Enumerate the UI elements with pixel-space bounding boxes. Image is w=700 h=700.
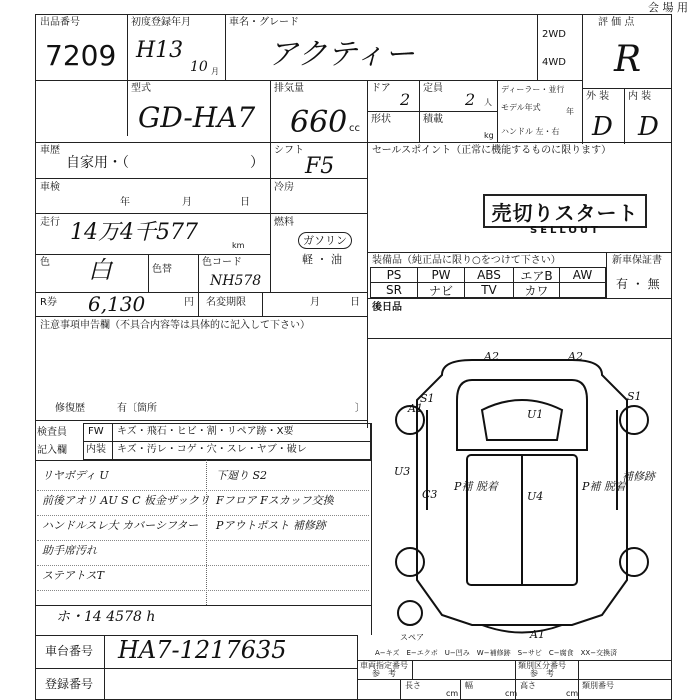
divider bbox=[206, 460, 207, 605]
model-year-unit: 年 bbox=[566, 107, 574, 116]
chassis-number: HA7-1217635 bbox=[118, 636, 287, 664]
divider bbox=[127, 14, 128, 136]
footer-ref-1: 参 考 bbox=[372, 669, 396, 678]
first-reg-year: H13 bbox=[136, 38, 184, 63]
drive-2wd: 2WD bbox=[542, 29, 566, 40]
repair-value: 有〔箇所 bbox=[117, 403, 157, 414]
repair-label: 修復歴 bbox=[55, 403, 85, 414]
footer-type-no: 類別番号 bbox=[582, 681, 614, 690]
lot-label: 出品番号 bbox=[40, 17, 80, 28]
divider bbox=[367, 298, 672, 299]
load-label: 積載 bbox=[423, 114, 443, 125]
divider bbox=[35, 316, 367, 317]
shape-label: 形状 bbox=[371, 114, 391, 125]
divider bbox=[582, 14, 583, 144]
windshield bbox=[482, 400, 562, 440]
recycle-value: 6,130 bbox=[88, 292, 146, 316]
color-value: 白 bbox=[88, 256, 112, 284]
score-label: 評 価 点 bbox=[598, 17, 635, 28]
color-label: 色 bbox=[40, 257, 50, 268]
equip-airbag: エアB bbox=[513, 267, 560, 283]
registration-label: 登録番号 bbox=[45, 677, 94, 691]
mileage-value: 14万4千577 bbox=[70, 220, 198, 245]
inspection-label: 車検 bbox=[40, 182, 60, 193]
divider bbox=[497, 80, 498, 142]
equip-abs: ABS bbox=[464, 267, 514, 283]
inspector-entry-label: 記入欄 bbox=[37, 445, 67, 456]
wheel-front-right bbox=[620, 406, 648, 434]
recycle-label: R券 bbox=[40, 297, 57, 308]
mark-a2-right: A2 bbox=[568, 350, 583, 363]
footer-cm-3: cm bbox=[566, 689, 579, 698]
mark-u4: U4 bbox=[527, 490, 544, 503]
rear-bumper bbox=[482, 625, 562, 633]
divider bbox=[35, 254, 270, 255]
equip-leather: カワ bbox=[513, 282, 560, 298]
remark-line: 前後アオリ AU S C 板金ザックリ bbox=[42, 494, 210, 507]
remark-line: 下廻り S2 bbox=[216, 469, 268, 482]
rule-line bbox=[37, 565, 369, 566]
equip-ps: PS bbox=[370, 267, 418, 283]
model-name: アクティー bbox=[268, 37, 415, 72]
footer-vehicle-no: 車両指定番号 bbox=[360, 661, 408, 670]
mark-a1-left: A1 bbox=[408, 402, 423, 415]
footer-ref-2: 参 考 bbox=[530, 669, 554, 678]
fw-items: キズ・飛石・ヒビ・割・リペア跡・X要 bbox=[117, 426, 294, 437]
wheel-rear-left bbox=[396, 548, 424, 576]
equip-blank bbox=[559, 282, 606, 298]
inspection-month: 月 bbox=[182, 197, 192, 208]
mark-s1-left: S1 bbox=[420, 392, 435, 405]
divider bbox=[104, 635, 105, 700]
divider bbox=[412, 660, 413, 680]
divider bbox=[35, 213, 367, 214]
chassis-note: ホ・14 4578 h bbox=[56, 609, 156, 625]
remark-line: Pアウトポスト 補修跡 bbox=[216, 519, 326, 532]
divider bbox=[270, 142, 271, 292]
first-reg-month: 10 bbox=[190, 59, 208, 75]
remark-line: ステアトスT bbox=[42, 569, 105, 582]
divider bbox=[112, 423, 113, 460]
after-parts-label: 後日品 bbox=[372, 302, 402, 313]
interior-label: 内装 bbox=[86, 444, 106, 455]
divider bbox=[83, 441, 371, 442]
equip-aw: AW bbox=[559, 267, 606, 283]
mileage-unit: km bbox=[232, 241, 245, 250]
equip-sr: SR bbox=[370, 282, 418, 298]
mark-a2-left: A2 bbox=[484, 350, 499, 363]
footer-class-no: 類別区分番号 bbox=[518, 661, 566, 670]
corner-label: 会 場 用 bbox=[648, 1, 688, 14]
divider bbox=[35, 292, 367, 293]
rule-line bbox=[37, 590, 369, 591]
int-score: D bbox=[638, 112, 659, 142]
equip-tv: TV bbox=[464, 282, 514, 298]
color-change-label: 色替 bbox=[152, 264, 172, 275]
type-label: 型式 bbox=[131, 83, 151, 94]
color-code-value: NH578 bbox=[210, 273, 262, 289]
divider bbox=[400, 679, 401, 700]
rule-line bbox=[37, 540, 369, 541]
ext-label: 外 装 bbox=[586, 91, 610, 102]
divider bbox=[148, 254, 149, 292]
divider bbox=[537, 14, 538, 80]
warranty-value: 有 ・ 無 bbox=[616, 277, 660, 291]
selling-points-label: セールスポイント（正常に機能するものに限ります） bbox=[372, 145, 612, 156]
history-value: 自家用・（ bbox=[66, 155, 129, 171]
interior-items: キズ・汚レ・コゲ・穴・スレ・ヤブ・破レ bbox=[117, 444, 307, 455]
divider bbox=[270, 80, 271, 142]
remark-line: 助手席汚れ bbox=[42, 544, 97, 557]
score-value: R bbox=[614, 39, 642, 80]
remark-line: リヤボディ U bbox=[42, 469, 109, 482]
divider bbox=[35, 668, 357, 669]
inspector-label: 検査員 bbox=[37, 427, 67, 438]
divider bbox=[198, 292, 199, 316]
inspection-year: 年 bbox=[120, 197, 130, 208]
divider bbox=[35, 80, 582, 81]
mark-a1-bottom: A1 bbox=[530, 628, 545, 641]
shift-label: シフト bbox=[274, 145, 304, 156]
warranty-label: 新車保証書 bbox=[612, 255, 662, 266]
remark-line: Fフロア Fスカッフ交換 bbox=[216, 494, 334, 507]
model-label: 車名・グレード bbox=[229, 17, 299, 28]
first-reg-label: 初度登録年月 bbox=[131, 17, 191, 28]
mark-c3: C3 bbox=[422, 488, 438, 501]
drive-4wd: 4WD bbox=[542, 57, 566, 68]
mark-p-right: P補 脱着 bbox=[582, 480, 626, 493]
capacity-unit: 人 bbox=[484, 98, 492, 107]
divider bbox=[624, 88, 625, 144]
divider bbox=[367, 142, 368, 428]
spare-wheel bbox=[398, 601, 422, 625]
lot-number: 7209 bbox=[45, 39, 117, 72]
fuel-other: 軽 ・ 油 bbox=[302, 253, 342, 266]
ac-label: 冷房 bbox=[274, 182, 294, 193]
fw-label: FW bbox=[88, 426, 104, 437]
divider bbox=[460, 679, 461, 700]
fuel-label: 燃料 bbox=[274, 217, 294, 228]
doors-label: ドア bbox=[371, 83, 391, 94]
dealer-label: ディーラー・並行 bbox=[501, 85, 565, 94]
footer-height: 高さ bbox=[520, 681, 536, 690]
inspection-day: 日 bbox=[240, 197, 250, 208]
footer-cm-2: cm bbox=[505, 689, 518, 698]
footer-length: 長さ bbox=[405, 681, 421, 690]
repair-close: 〕 bbox=[355, 403, 365, 414]
load-unit: kg bbox=[484, 131, 494, 140]
wheel-rear-right bbox=[620, 548, 648, 576]
divider bbox=[35, 605, 371, 606]
model-year-label: モデル年式 bbox=[501, 103, 541, 112]
capacity-label: 定員 bbox=[423, 83, 443, 94]
first-reg-month-unit: 月 bbox=[211, 67, 219, 76]
mark-u1: U1 bbox=[527, 408, 544, 421]
divider bbox=[367, 338, 672, 339]
history-label: 車歴 bbox=[40, 145, 60, 156]
displacement-label: 排気量 bbox=[274, 83, 304, 94]
history-close: ） bbox=[250, 155, 264, 171]
divider bbox=[198, 254, 199, 292]
equipment-label: 装備品（純正品に限り○をつけて下さい） bbox=[372, 255, 561, 266]
remark-line: ハンドルスレ大 カバーシフター bbox=[42, 519, 199, 532]
spare-label: スペア bbox=[400, 633, 424, 642]
footer-width: 幅 bbox=[465, 681, 473, 690]
divider bbox=[35, 142, 672, 143]
footer-cm-1: cm bbox=[446, 689, 459, 698]
capacity-value: 2 bbox=[465, 90, 476, 109]
divider bbox=[35, 420, 367, 421]
divider bbox=[606, 252, 607, 298]
divider bbox=[262, 292, 263, 316]
divider bbox=[35, 460, 371, 461]
color-code-label: 色コード bbox=[202, 257, 242, 268]
chassis-label: 車台番号 bbox=[45, 644, 94, 658]
mark-repair: 補修跡 bbox=[622, 470, 655, 483]
handle-label: ハンドル 左・右 bbox=[501, 127, 560, 136]
divider bbox=[367, 111, 497, 112]
fuel-gasoline: ガソリン bbox=[298, 232, 352, 249]
shift-value: F5 bbox=[305, 154, 335, 179]
mileage-label: 走行 bbox=[40, 217, 60, 228]
mark-u3: U3 bbox=[394, 465, 411, 478]
type-value: GD-HA7 bbox=[138, 101, 256, 134]
notes-label: 注意事項申告欄（不具合内容等は具体的に記入して下さい） bbox=[40, 320, 310, 331]
mark-s1-right: S1 bbox=[627, 390, 642, 403]
doors-value: 2 bbox=[400, 90, 411, 109]
int-label: 内 装 bbox=[628, 91, 652, 102]
recycle-unit: 円 bbox=[184, 297, 194, 308]
vehicle-damage-diagram bbox=[372, 340, 672, 650]
divider bbox=[225, 14, 226, 80]
rule-line bbox=[37, 490, 369, 491]
equip-pw: PW bbox=[417, 267, 465, 283]
ext-score: D bbox=[592, 112, 613, 142]
damage-legend: A−キズ E−エクボ U−凹み W−補修跡 S−サビ C−腐食 XX−交換済 bbox=[375, 649, 618, 657]
mark-p-left: P補 脱着 bbox=[454, 480, 498, 493]
name-change-day: 日 bbox=[350, 297, 360, 308]
sellout-stamp-en: SELLOUT bbox=[530, 225, 601, 236]
divider bbox=[367, 252, 672, 253]
divider bbox=[582, 88, 672, 89]
sellout-stamp: 売切りスタート bbox=[483, 194, 647, 228]
equip-navi: ナビ bbox=[417, 282, 465, 298]
displacement-unit: cc bbox=[349, 123, 360, 134]
rule-line bbox=[37, 515, 369, 516]
name-change-month: 月 bbox=[310, 297, 320, 308]
displacement-value: 660 bbox=[290, 105, 348, 140]
name-change-label: 名変期限 bbox=[206, 297, 246, 308]
